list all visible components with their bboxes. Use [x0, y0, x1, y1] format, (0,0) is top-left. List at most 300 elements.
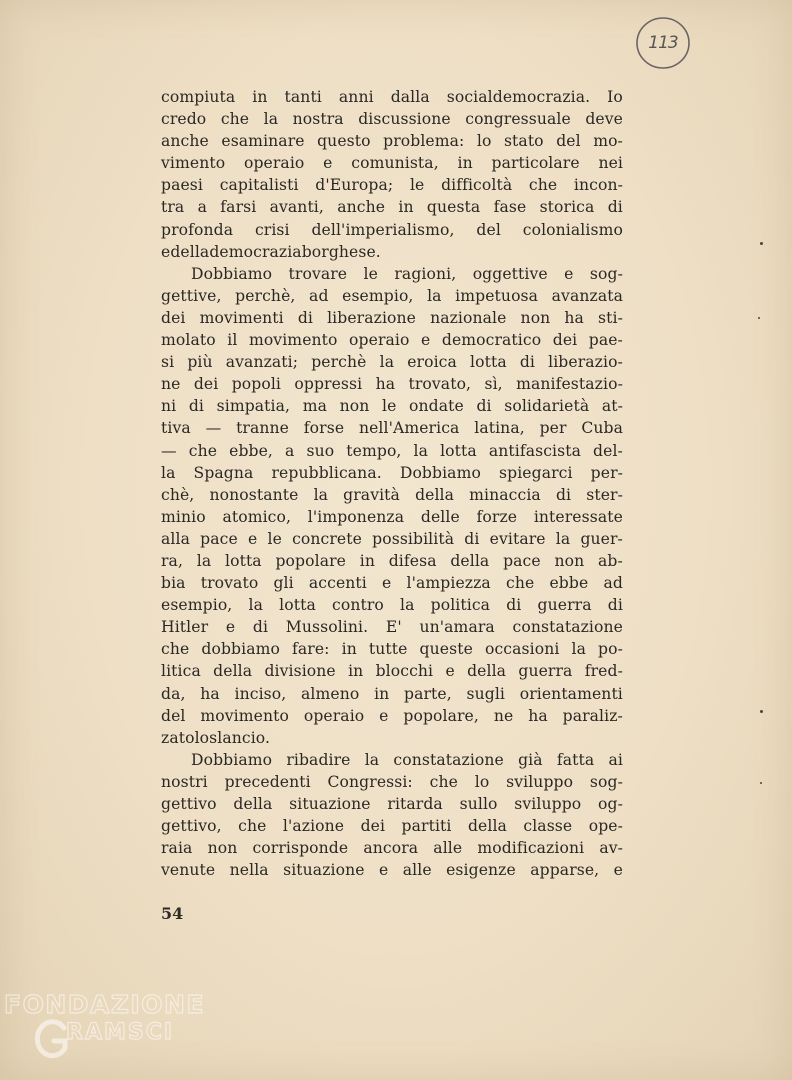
- text-word: ma: [302, 397, 327, 416]
- text-word: la: [555, 529, 571, 548]
- text-word: della: [233, 795, 273, 813]
- text-word: non: [339, 397, 370, 416]
- text-word: dei: [161, 308, 186, 327]
- text-word: gettive,: [161, 286, 222, 305]
- text-word: questa: [426, 198, 481, 217]
- text-word: lotta: [440, 441, 477, 460]
- text-word: Congressi:: [327, 772, 413, 791]
- watermark-line-2: RAMSCI: [66, 1020, 175, 1045]
- text-word: stato: [503, 132, 544, 151]
- text-word: partiti: [401, 817, 452, 836]
- text-word: raia: [161, 839, 193, 858]
- text-word: eroica: [407, 353, 457, 372]
- text-word: ha: [564, 308, 584, 327]
- text-word: bia: [161, 574, 186, 593]
- text-line: [161, 395, 623, 417]
- text-word: ab-: [598, 551, 623, 570]
- text-word: antifascista: [488, 441, 581, 460]
- text-word: lo: [476, 132, 492, 151]
- text-line: [161, 219, 623, 241]
- text-word: liberazione: [327, 308, 416, 327]
- text-word: esigenze: [446, 861, 516, 880]
- text-line: [161, 705, 623, 727]
- text-line: [161, 727, 623, 749]
- text-word: che: [220, 110, 250, 129]
- text-word: la: [379, 353, 395, 372]
- text-word: esaminare: [221, 132, 305, 151]
- text-word: Spagna: [193, 463, 254, 482]
- speck-mark: [760, 782, 762, 784]
- text-line: [161, 572, 623, 594]
- text-word: nella: [229, 861, 269, 880]
- text-word: divisione: [264, 662, 336, 681]
- watermark-line-1: FONDAZIONE: [4, 990, 206, 1019]
- text-word: tempo,: [346, 441, 402, 460]
- text-word: corrisponde: [252, 839, 349, 858]
- text-word: trovare: [288, 264, 348, 283]
- text-word: sì,: [484, 375, 503, 394]
- text-word: particolare: [491, 154, 580, 173]
- text-word: guerra: [537, 596, 592, 615]
- text-word: politica: [430, 596, 491, 615]
- text-line: [161, 196, 623, 218]
- text-word: il: [227, 331, 238, 350]
- text-word: at-: [601, 397, 623, 416]
- text-word: po-: [598, 640, 623, 659]
- text-word: Dobbiamo: [191, 264, 273, 283]
- text-word: orientamenti: [519, 684, 623, 703]
- text-word: si: [161, 353, 175, 372]
- text-word: dei: [193, 375, 219, 394]
- text-line: [161, 307, 623, 329]
- text-word: popolare,: [403, 706, 479, 725]
- speck-mark: [760, 242, 763, 245]
- folio-number: 113: [648, 33, 678, 53]
- text-word: e: [379, 706, 389, 725]
- text-word: la: [427, 286, 442, 305]
- text-word: la: [263, 110, 279, 129]
- text-word: e: [247, 529, 258, 548]
- text-word: profonda: [161, 220, 234, 239]
- text-word: la: [571, 640, 586, 659]
- text-word: almeno: [301, 684, 360, 703]
- text-word: congressuale: [465, 110, 571, 129]
- text-word: molato: [161, 331, 216, 350]
- text-word: modificazioni: [477, 839, 585, 858]
- text-word: ai: [608, 750, 623, 769]
- text-word: fatta: [556, 750, 595, 769]
- text-word: av-: [599, 839, 623, 858]
- text-word: e: [161, 242, 171, 261]
- text-line: [161, 241, 623, 263]
- text-word: lo: [194, 728, 210, 747]
- text-word: sviluppo: [506, 772, 574, 791]
- text-line: [161, 793, 623, 815]
- text-word: guerra: [518, 662, 573, 681]
- speck-mark: [758, 317, 760, 319]
- text-word: nonostante: [209, 485, 299, 504]
- text-word: lotta: [470, 353, 507, 372]
- text-word: ragioni,: [394, 264, 457, 283]
- text-word: del: [556, 132, 581, 151]
- text-word: capitalisti: [219, 176, 299, 195]
- text-line: [161, 86, 623, 108]
- text-word: ritarda: [387, 795, 443, 813]
- text-word: sti-: [598, 308, 623, 327]
- text-word: occasioni: [484, 640, 560, 659]
- text-word: farsi: [220, 198, 257, 217]
- text-line: [161, 108, 623, 130]
- text-word: tranne: [236, 419, 289, 438]
- text-word: minaccia: [469, 485, 541, 504]
- text-word: oggettive: [472, 264, 548, 283]
- text-word: in: [348, 662, 364, 681]
- text-word: incon-: [573, 176, 623, 195]
- text-word: l'ampiezza: [406, 574, 491, 593]
- text-word: ad: [603, 574, 623, 593]
- body-text: [161, 86, 623, 881]
- text-word: guer-: [580, 529, 623, 548]
- text-word: latina,: [474, 419, 525, 438]
- text-word: della: [170, 242, 210, 261]
- text-word: Mussolini.: [285, 618, 369, 637]
- text-word: esempio,: [161, 596, 233, 615]
- text-word: avanzata: [551, 286, 623, 305]
- text-word: —: [205, 419, 222, 438]
- text-line: [161, 815, 623, 837]
- text-word: di: [252, 618, 269, 637]
- text-word: le: [382, 397, 397, 416]
- text-word: ha: [528, 706, 548, 725]
- text-word: esempio,: [342, 286, 414, 305]
- text-line: [161, 749, 623, 771]
- text-word: gettivo,: [161, 817, 222, 836]
- text-word: la: [364, 750, 380, 769]
- text-word: e: [323, 154, 333, 173]
- text-word: trovato: [200, 574, 259, 593]
- text-word: lo: [474, 772, 490, 791]
- text-word: chè,: [161, 485, 195, 504]
- text-word: pace: [200, 529, 238, 548]
- text-word: credo: [161, 110, 207, 129]
- text-word: avanti,: [269, 198, 324, 217]
- text-word: difficoltà: [441, 176, 513, 195]
- text-word: sullo: [459, 795, 498, 813]
- text-line: [161, 373, 623, 395]
- text-word: del-: [593, 441, 623, 460]
- folio-stamp: [634, 14, 692, 72]
- text-word: tutte: [368, 640, 408, 659]
- text-word: l'imponenza: [307, 507, 405, 526]
- text-word: atomico,: [222, 507, 292, 526]
- text-word: crisi: [254, 220, 290, 239]
- text-word: di: [607, 198, 623, 217]
- text-word: più: [187, 353, 213, 372]
- text-word: perchè,: [235, 286, 296, 305]
- text-word: dei: [360, 817, 386, 836]
- text-word: accenti: [308, 574, 367, 593]
- text-word: in: [374, 684, 390, 703]
- text-word: precedenti: [224, 772, 311, 791]
- text-word: concrete: [292, 529, 362, 548]
- text-word: repubblicana.: [271, 463, 382, 482]
- text-word: discussione: [358, 110, 451, 129]
- text-word: oppressi: [294, 375, 363, 394]
- text-line: [161, 329, 623, 351]
- text-word: di: [188, 397, 205, 416]
- text-word: nostri: [161, 772, 208, 791]
- text-word: impetuosa: [455, 286, 539, 305]
- watermark-g-logo-icon: [34, 1018, 70, 1062]
- text-word: e: [421, 331, 431, 350]
- text-word: nell'America: [358, 419, 460, 438]
- text-word: anche: [161, 132, 209, 151]
- text-word: di: [607, 596, 623, 615]
- text-line: [161, 550, 623, 572]
- text-word: dei: [552, 331, 578, 350]
- text-word: ne: [493, 706, 514, 725]
- text-word: pace: [503, 551, 541, 570]
- page-number: 54: [161, 904, 184, 923]
- text-word: ebbe: [549, 574, 589, 593]
- text-word: ebbe,: [229, 441, 273, 460]
- text-word: dell'imperialismo,: [311, 220, 455, 239]
- text-word: un'amara: [419, 618, 495, 637]
- text-word: la: [400, 596, 415, 615]
- text-word: d'Europa;: [315, 176, 394, 195]
- text-word: anni: [338, 88, 374, 106]
- text-line: [161, 484, 623, 506]
- text-word: la: [161, 463, 176, 482]
- text-word: liberazio-: [548, 353, 623, 372]
- text-word: paraliz-: [562, 706, 623, 725]
- text-word: comunista,: [351, 154, 439, 173]
- text-line: [161, 683, 623, 705]
- text-word: della: [467, 817, 507, 836]
- text-word: da,: [161, 684, 186, 703]
- text-word: Hitler: [161, 618, 209, 637]
- text-word: le: [363, 264, 378, 283]
- text-word: perchè: [311, 353, 367, 372]
- text-word: slancio.: [209, 728, 271, 747]
- text-word: la: [196, 551, 212, 570]
- text-line: [161, 660, 623, 682]
- text-word: og-: [598, 795, 623, 813]
- text-word: sog-: [589, 264, 623, 283]
- text-word: socialdemocrazia.: [446, 88, 591, 106]
- text-word: che: [238, 817, 267, 836]
- text-line: [161, 837, 623, 859]
- text-word: problema:: [383, 132, 465, 151]
- text-line: [161, 174, 623, 196]
- text-word: movimento: [200, 706, 289, 725]
- text-word: Dobbiamo: [399, 463, 481, 482]
- text-word: dobbiamo: [201, 640, 280, 659]
- text-word: in: [398, 198, 414, 217]
- text-word: classe: [523, 817, 573, 836]
- text-word: vimento: [161, 154, 226, 173]
- text-word: la: [313, 485, 329, 504]
- text-word: apparse,: [530, 861, 600, 880]
- text-word: movimento: [248, 331, 338, 350]
- text-line: [161, 594, 623, 616]
- text-word: popoli: [231, 375, 282, 394]
- text-word: deve: [585, 110, 623, 129]
- text-word: tanti: [284, 88, 322, 106]
- text-word: in: [341, 640, 357, 659]
- text-word: già: [518, 750, 543, 769]
- text-word: della: [213, 662, 253, 681]
- speck-mark: [760, 710, 763, 713]
- text-word: in: [457, 154, 473, 173]
- text-line: [161, 351, 623, 373]
- text-word: nostra: [292, 110, 344, 129]
- text-word: operaio: [349, 331, 410, 350]
- text-word: interessate: [533, 507, 623, 526]
- text-word: ha: [375, 375, 396, 394]
- text-word: ra,: [161, 551, 184, 570]
- text-word: e: [564, 264, 574, 283]
- text-word: a: [197, 198, 208, 217]
- text-word: di: [506, 596, 522, 615]
- text-word: alle: [433, 839, 463, 858]
- text-word: compiuta: [161, 88, 236, 106]
- text-word: di: [519, 353, 536, 372]
- text-word: ni: [161, 397, 177, 416]
- text-word: delle: [420, 507, 460, 526]
- text-line: [161, 528, 623, 550]
- text-word: gli: [273, 574, 294, 593]
- text-word: di: [297, 308, 314, 327]
- text-word: simpatia,: [216, 397, 291, 416]
- text-word: situazione: [289, 795, 371, 813]
- text-word: mo-: [593, 132, 623, 151]
- text-word: ancora: [363, 839, 419, 858]
- text-word: colonialismo: [522, 220, 623, 239]
- text-word: situazione: [283, 861, 365, 880]
- text-word: possibilità: [372, 529, 455, 548]
- text-word: movimenti: [199, 308, 284, 327]
- text-word: alla: [161, 529, 190, 548]
- text-word: spiegarci: [499, 463, 573, 482]
- text-word: che: [429, 772, 458, 791]
- text-word: gettivo: [161, 795, 217, 813]
- text-word: di: [555, 485, 572, 504]
- text-word: che: [506, 574, 535, 593]
- text-word: pae-: [588, 331, 623, 350]
- text-word: tiva: [161, 419, 191, 438]
- text-word: contro: [332, 596, 384, 615]
- text-line: [161, 285, 623, 307]
- text-word: manifestazio-: [516, 375, 623, 394]
- text-word: ne: [161, 375, 181, 394]
- text-word: a: [285, 441, 295, 460]
- text-word: parte,: [404, 684, 452, 703]
- text-word: fare:: [292, 640, 330, 659]
- text-word: ribadire: [286, 750, 351, 769]
- text-word: —: [161, 441, 177, 460]
- text-word: trovato,: [408, 375, 472, 394]
- text-word: alle: [402, 861, 432, 880]
- text-word: solidarietà: [504, 397, 590, 416]
- text-word: non: [520, 308, 551, 327]
- text-word: Io: [607, 88, 623, 106]
- text-word: che: [161, 640, 190, 659]
- text-word: lotta: [225, 551, 262, 570]
- text-word: le: [267, 529, 282, 548]
- text-word: della: [415, 485, 455, 504]
- text-line: [161, 263, 623, 285]
- text-word: per: [539, 419, 567, 438]
- text-line: [161, 638, 623, 660]
- text-word: del: [161, 706, 186, 725]
- text-line: [161, 771, 623, 793]
- text-word: le: [409, 176, 425, 195]
- text-word: blocchi: [375, 662, 434, 681]
- text-word: la: [413, 441, 429, 460]
- text-line: [161, 462, 623, 484]
- text-line: [161, 859, 623, 881]
- text-word: di: [464, 529, 480, 548]
- text-word: che: [528, 176, 558, 195]
- text-word: ope-: [588, 817, 623, 836]
- text-word: in: [359, 551, 375, 570]
- text-line: [161, 440, 623, 462]
- text-line: [161, 130, 623, 152]
- text-word: operaio: [243, 154, 305, 173]
- text-word: tra: [161, 198, 185, 217]
- text-word: sog-: [589, 772, 623, 791]
- text-word: forze: [476, 507, 518, 526]
- text-word: di: [476, 397, 492, 416]
- text-word: popolare: [275, 551, 346, 570]
- text-word: forse: [303, 419, 345, 438]
- text-word: ha: [200, 684, 220, 703]
- text-line: [161, 616, 623, 638]
- text-word: democratico: [441, 331, 542, 350]
- text-word: la: [248, 596, 263, 615]
- text-word: ondate: [409, 397, 464, 416]
- text-word: della: [450, 551, 490, 570]
- text-word: non: [207, 839, 238, 858]
- text-word: nei: [598, 154, 623, 173]
- text-word: constatazione: [512, 618, 623, 637]
- text-word: E': [385, 618, 402, 637]
- text-word: e: [613, 861, 623, 880]
- text-word: questo: [317, 132, 371, 151]
- text-word: sugli: [466, 684, 506, 703]
- text-word: fase: [493, 198, 527, 217]
- text-word: zato: [161, 728, 195, 747]
- text-word: sviluppo: [514, 795, 582, 813]
- text-word: l'azione: [282, 817, 345, 836]
- text-word: e: [382, 574, 392, 593]
- text-word: e: [379, 861, 389, 880]
- text-word: Dobbiamo: [191, 750, 273, 769]
- text-word: ad: [309, 286, 329, 305]
- text-word: lotta: [279, 596, 316, 615]
- text-word: fred-: [584, 662, 623, 681]
- text-word: difesa: [388, 551, 437, 570]
- text-word: gravità: [343, 485, 400, 504]
- text-word: del: [476, 220, 501, 239]
- text-word: storica: [539, 198, 595, 217]
- text-word: constatazione: [393, 750, 504, 769]
- text-word: dalla: [390, 88, 430, 106]
- fondazione-gramsci-watermark: [4, 990, 204, 1070]
- text-word: queste: [419, 640, 473, 659]
- text-word: borghese.: [301, 242, 381, 261]
